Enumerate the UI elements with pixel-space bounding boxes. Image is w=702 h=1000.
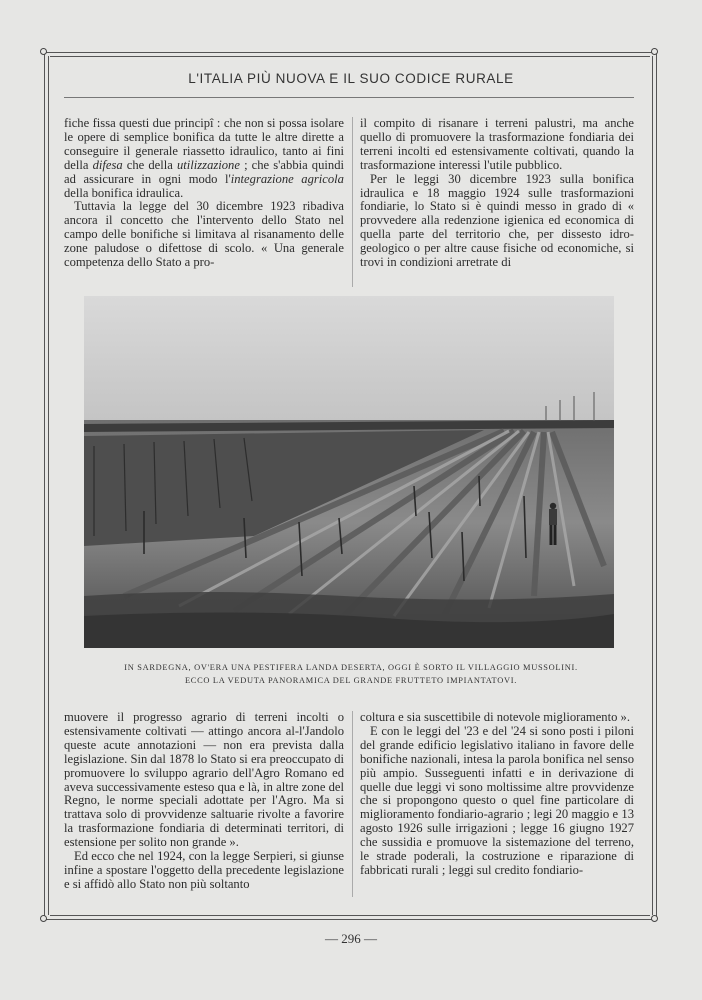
- paragraph: [64, 711, 344, 850]
- frame-left-rule: [44, 52, 45, 919]
- text-run: Ed ecco che nel 1924, con la legge Serpieri, si giunse infine a spostare l'oggetto della precedente legislazione e si affidò allo Stato non più soltanto: [64, 849, 344, 891]
- text-run: muovere il progresso agrario di terreni incolti o estensivamente coltivati — attingo ancora al-l'Jandolo queste acute annotazioni — non era prevista dalla legislazione. Sin dal 1878 lo Stato si era preoccupato di promuovere lo sviluppo agrario dell'Agro Romano ed aveva successivamente esteso qua e là, in altre zone del Regno, le norme speciali adottate per l'Agro. Ma si trattava solo di provvidenze saltuarie rivolte a favorire la trasformazione fondiaria di determinati territori, di estensione per solito non grande ».: [64, 710, 344, 850]
- frame-corner-ornament: [40, 48, 47, 55]
- italic-text: difesa: [92, 157, 123, 172]
- photo-caption: [70, 661, 632, 687]
- italic-text: utilizzazione: [176, 157, 240, 172]
- text-run: che della: [122, 157, 177, 172]
- frame-right-rule-inner: [652, 56, 653, 915]
- paragraph: [64, 850, 344, 892]
- italic-text: integrazione agricola: [230, 171, 344, 186]
- frame-corner-ornament: [40, 915, 47, 922]
- paragraph: [360, 711, 634, 725]
- running-head-rule: [64, 97, 634, 98]
- text-run: Tuttavia la legge del 30 dicembre 1923 ribadiva ancora il concetto che l'intervento dello Stato nel campo delle bonifiche si limitava al risanamento delle zone paludose o difettose di scolo. « Una generale competenza dello Stato a pro-: [64, 199, 344, 270]
- frame-right-rule: [656, 52, 657, 919]
- text-run: Per le leggi 30 dicembre 1923 sulla bonifica idraulica e 18 maggio 1924 sulle trasformazioni fondiarie, lo Stato si è quindi messo in grado di « provvedere alla redenzione igienica ed economica di quella parte del territorio che, per dissesto idro-geologico o per altre cause fisiche od economiche, si trovi in condizioni arretrate di: [360, 171, 634, 270]
- column-left-top: [64, 117, 344, 270]
- text-run: ; che s'abbia quindi ad assicurare in ogni modo l': [64, 157, 344, 186]
- paragraph: [64, 117, 344, 200]
- text-run: il compito di risanare i terreni palustri, ma anche quello di promuovere la trasformazione fondiaria dei terreni incolti ed estensivamente coltivati, quando la trasformazione interessi l'utile pubblico.: [360, 116, 634, 172]
- column-separator-top: [352, 117, 353, 287]
- frame-corner-ornament: [651, 48, 658, 55]
- frame-bottom-rule-inner: [50, 915, 650, 916]
- paragraph: [360, 725, 634, 878]
- text-run: E con le leggi del '23 e del '24 si sono posti i piloni del grande edificio legislativo italiano in favore delle bonifiche nazionali, intesa la parola bonifica nel senso più ampio. Susseguenti infatti e in derivazione di quelle due leggi vi sono moltissime altre provvidenze che si propongono questo o quel fine particolare di miglioramento fondiario-agrario ; legi 20 maggio e 13 agosto 1926 sulle irrigazioni ; legge 16 giugno 1927 che sussidia e promuove la sistemazione del terreno, le strade poderali, la costruzione e riparazione di fabbricati rurali ; leggi sul credito fondiario-: [360, 723, 634, 877]
- paragraph: [360, 117, 634, 173]
- column-left-bottom: [64, 711, 344, 892]
- paragraph: [64, 200, 344, 270]
- frame-corner-ornament: [651, 915, 658, 922]
- text-run: della bonifica idraulica.: [64, 185, 184, 200]
- caption-line-1: IN SARDEGNA, OV'ERA UNA PESTIFERA LANDA DESERTA, OGGI È SORTO IL VILLAGGIO MUSSOLINI.: [124, 663, 578, 672]
- paragraph: [360, 173, 634, 270]
- running-head: L'ITALIA PIÙ NUOVA E IL SUO CODICE RURALE: [188, 71, 514, 86]
- frame-left-rule-inner: [48, 56, 49, 915]
- text-run: fiche fissa questi due principî : che non si possa isolare le opere di semplice bonifica da tutte le altre dirette a conseguire il generale riassetto idraulico, tanto ai fini della: [64, 116, 344, 172]
- column-right-bottom: [360, 711, 634, 878]
- orchard-photograph: [84, 296, 614, 648]
- text-run: coltura e sia suscettibile di notevole miglioramento ».: [360, 710, 630, 724]
- column-right-top: [360, 117, 634, 270]
- frame-top-rule-inner: [50, 56, 650, 57]
- orchard-photo-illustration: [84, 296, 614, 648]
- column-separator-bottom: [352, 711, 353, 897]
- frame-bottom-rule: [44, 919, 656, 920]
- page-number: — 296 —: [325, 931, 377, 946]
- frame-top-rule: [44, 52, 656, 53]
- caption-line-2: ECCO LA VEDUTA PANORAMICA DEL GRANDE FRUTTETO IMPIANTATOVI.: [184, 676, 517, 685]
